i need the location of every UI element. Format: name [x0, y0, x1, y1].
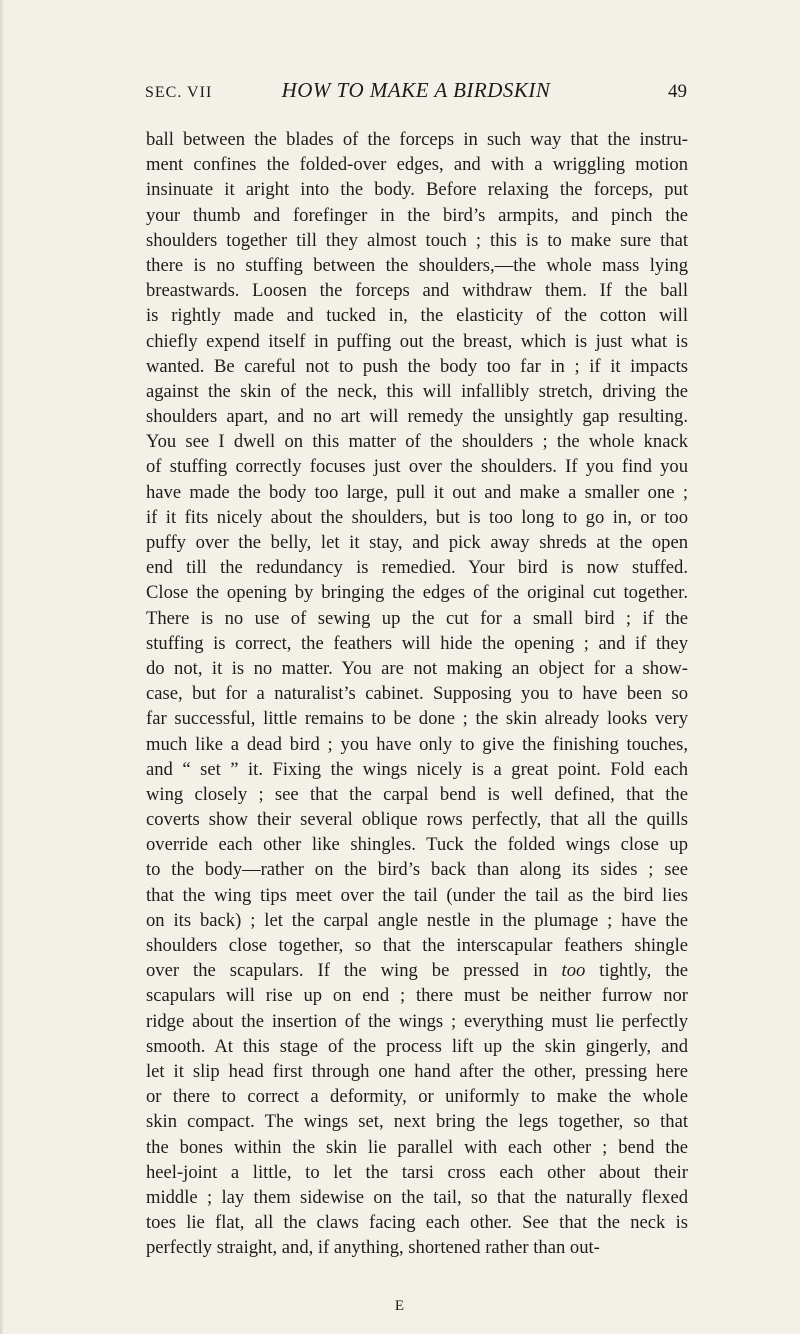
- text-line: that the wing tips meet over the tail (under the tail as the bird lies: [146, 884, 688, 906]
- text-run: over the scapulars. If the wing be pressed in: [146, 960, 562, 982]
- page-number: 49: [668, 81, 687, 102]
- text-line: ment confines the folded-over edges, and with a wriggling motion: [146, 154, 688, 176]
- text-line: have made the body too large, pull it out and make a smaller one ;: [146, 481, 688, 503]
- text-line: coverts show their several oblique rows perfectly, that all the quills: [146, 809, 688, 831]
- text-line: stuffing is correct, the feathers will hide the opening ; and if they: [146, 632, 688, 654]
- text-line: shoulders apart, and no art will remedy the unsightly gap resulting.: [146, 406, 688, 428]
- text-line: wanted. Be careful not to push the body too far in ; if it impacts: [146, 355, 688, 377]
- text-line: puffy over the belly, let it stay, and pick away shreds at the open: [146, 532, 688, 553]
- running-title: HOW TO MAKE A BIRDSKIN: [281, 78, 551, 102]
- text-line: end till the redundancy is remedied. Your bird is now stuffed.: [146, 557, 688, 579]
- text-line: or there to correct a deformity, or uniformly to make the whole: [146, 1086, 688, 1108]
- section-label: SEC. VII: [145, 84, 213, 101]
- text-line: chiefly expend itself in puffing out the breast, which is just what is: [146, 330, 688, 352]
- text-line: shoulders together till they almost touch ; this is to make sure that: [146, 229, 688, 251]
- text-line: and “ set ” it. Fixing the wings nicely is a great point. Fold each: [146, 758, 688, 780]
- text-line: ridge about the insertion of the wings ; everything must lie perfectly: [146, 1010, 688, 1032]
- text-line: heel-joint a little, to let the tarsi cross each other about their: [146, 1161, 688, 1183]
- text-line: of stuffing correctly focuses just over the shoulders. If you find you: [146, 456, 688, 478]
- text-line: toes lie flat, all the claws facing each other. See that the neck is: [146, 1212, 688, 1234]
- scan-edge: [0, 0, 4, 1334]
- text-line: skin compact. The wings set, next bring the legs together, so that: [146, 1111, 688, 1133]
- text-line: perfectly straight, and, if anything, shortened rather than out-: [146, 1237, 600, 1259]
- text-line: your thumb and forefinger in the bird’s armpits, and pinch the: [146, 204, 688, 226]
- text-line: override each other like shingles. Tuck the folded wings close up: [146, 834, 688, 856]
- text-line: scapulars will rise up on end ; there must be neither furrow nor: [146, 985, 688, 1007]
- text-line: there is no stuffing between the shoulders,—the whole mass lying: [146, 254, 688, 276]
- text-line: against the skin of the neck, this will infallibly stretch, driving the: [146, 380, 688, 402]
- body-paragraph: [146, 127, 688, 1260]
- text-line: much like a dead bird ; you have only to give the finishing touches,: [146, 733, 688, 755]
- text-line: You see I dwell on this matter of the shoulders ; the whole knack: [146, 431, 688, 453]
- running-header: [145, 78, 687, 108]
- text-line: wing closely ; see that the carpal bend is well defined, that the: [146, 783, 688, 805]
- text-line: ball between the blades of the forceps in such way that the instru-: [146, 129, 688, 150]
- text-line: case, but for a naturalist’s cabinet. Supposing you to have been so: [146, 683, 688, 705]
- signature-mark: E: [394, 1298, 406, 1314]
- text-line: on its back) ; let the carpal angle nestle in the plumage ; have the: [146, 909, 688, 931]
- text-line: Close the opening by bringing the edges of the original cut together.: [146, 582, 688, 604]
- italic-emphasis: too: [561, 960, 586, 982]
- text-line: the bones within the skin lie parallel with each other ; bend the: [146, 1136, 688, 1158]
- text-line: shoulders close together, so that the interscapular feathers shingle: [146, 935, 688, 956]
- text-line: to the body—rather on the bird’s back than along its sides ; see: [146, 859, 688, 881]
- text-line: insinuate it aright into the body. Before relaxing the forceps, put: [146, 179, 688, 201]
- text-line: [146, 958, 688, 983]
- text-line: do not, it is no matter. You are not making an object for a show-: [146, 657, 688, 679]
- text-run: tightly, the: [585, 960, 688, 982]
- text-line: is rightly made and tucked in, the elasticity of the cotton will: [146, 305, 688, 327]
- text-line: middle ; lay them sidewise on the tail, so that the naturally flexed: [146, 1186, 688, 1208]
- text-line: far successful, little remains to be done ; the skin already looks very: [146, 708, 688, 730]
- text-line: if it fits nicely about the shoulders, but is too long to go in, or too: [146, 506, 688, 528]
- text-line: breastwards. Loosen the forceps and withdraw them. If the ball: [146, 280, 688, 302]
- text-line: smooth. At this stage of the process lift up the skin gingerly, and: [146, 1035, 688, 1057]
- text-line: There is no use of sewing up the cut for a small bird ; if the: [146, 607, 688, 629]
- text-line: let it slip head first through one hand after the other, pressing here: [146, 1060, 688, 1082]
